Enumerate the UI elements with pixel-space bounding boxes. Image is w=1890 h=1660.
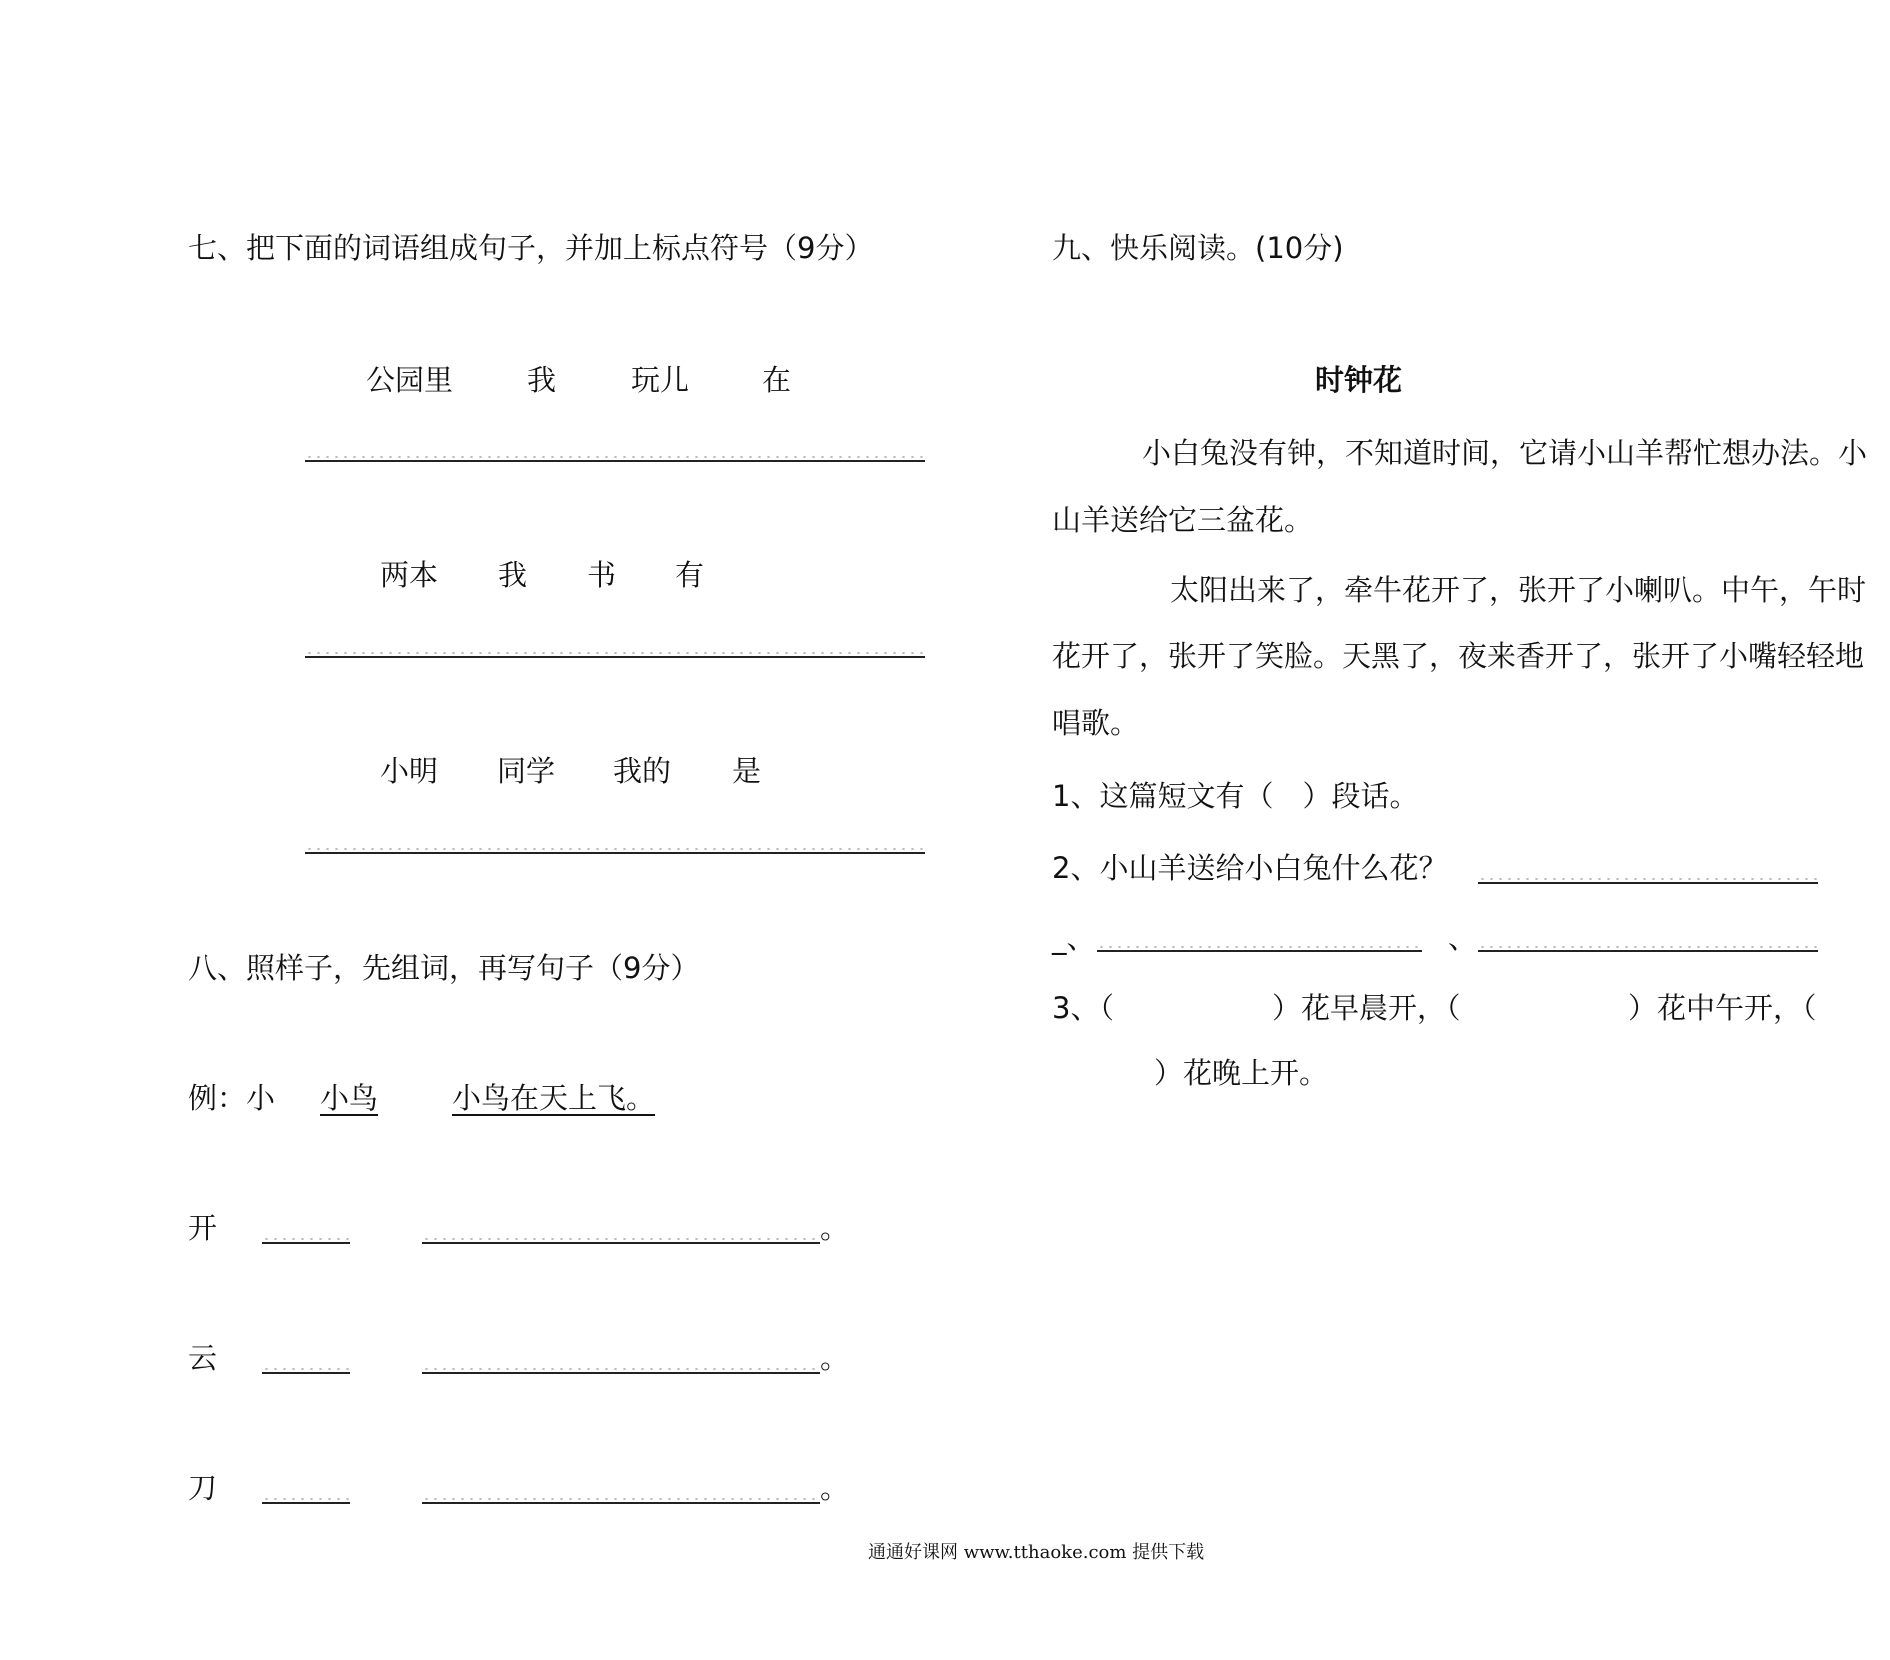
example-sentence: 小鸟在天上飞。: [452, 1081, 656, 1115]
story-title: 时钟花: [1315, 363, 1403, 397]
answer-blank[interactable]: [1478, 852, 1818, 884]
item-char: 刀: [188, 1471, 218, 1505]
word-chip: 玩儿: [631, 363, 690, 397]
question-3: 3、（: [1052, 991, 1114, 1025]
period-mark: 。: [820, 1211, 850, 1245]
separator-text: 、: [1448, 921, 1478, 955]
word-blank[interactable]: [262, 1342, 350, 1374]
word-chip: 同学: [497, 754, 556, 788]
question-3: ）花早晨开，（: [1272, 991, 1461, 1025]
sentence-blank[interactable]: [422, 1212, 820, 1244]
word-chip: 公园里: [366, 363, 454, 397]
answer-blank[interactable]: [1097, 920, 1422, 952]
word-chip: 有: [675, 558, 705, 592]
example-word: 小鸟: [320, 1081, 379, 1115]
section-7-title: 七、把下面的词语组成句子，并加上标点符号（9分）: [188, 231, 874, 265]
word-chip: 小明: [380, 754, 439, 788]
answer-blank[interactable]: [1478, 920, 1818, 952]
word-chip: 书: [587, 558, 617, 592]
story-text: 花开了，张开了笑脸。天黑了，夜来香开了，张开了小嘴轻轻地: [1052, 639, 1865, 673]
question-3: ）花晚上开。: [1154, 1056, 1329, 1090]
word-chip: 是: [732, 754, 762, 788]
answer-line-2[interactable]: [305, 626, 925, 658]
word-chip: 我: [527, 363, 557, 397]
separator-text: _、: [1052, 921, 1096, 955]
word-blank[interactable]: [262, 1212, 350, 1244]
word-chip: 在: [762, 363, 792, 397]
word-chip: 两本: [380, 558, 439, 592]
question-3: ）花中午开，（: [1628, 991, 1817, 1025]
story-text: 太阳出来了，牵牛花开了，张开了小喇叭。中午，午时: [1170, 573, 1867, 607]
footer-credit: 通通好课网 www.tthaoke.com 提供下载: [868, 1542, 1205, 1563]
question-2: 2、小山羊送给小白兔什么花？: [1052, 851, 1448, 885]
sentence-blank[interactable]: [422, 1342, 820, 1374]
answer-line-1[interactable]: [305, 430, 925, 462]
section-9-title: 九、快乐阅读。(10分): [1052, 231, 1344, 265]
story-text: 山羊送给它三盆花。: [1052, 503, 1314, 537]
item-char: 云: [188, 1341, 218, 1375]
question-1: 1、这篇短文有（ ）段话。: [1052, 779, 1419, 813]
word-chip: 我: [498, 558, 528, 592]
sentence-blank[interactable]: [422, 1472, 820, 1504]
period-mark: 。: [820, 1471, 850, 1505]
section-8-title: 八、照样子，先组词，再写句子（9分）: [188, 951, 700, 985]
story-text: 小白兔没有钟，不知道时间，它请小山羊帮忙想办法。小: [1142, 436, 1868, 470]
story-text: 唱歌。: [1052, 706, 1140, 740]
word-blank[interactable]: [262, 1472, 350, 1504]
answer-line-3[interactable]: [305, 822, 925, 854]
example-prefix: 例：小: [188, 1081, 276, 1115]
word-chip: 我的: [613, 754, 672, 788]
item-char: 开: [188, 1211, 218, 1245]
period-mark: 。: [820, 1341, 850, 1375]
